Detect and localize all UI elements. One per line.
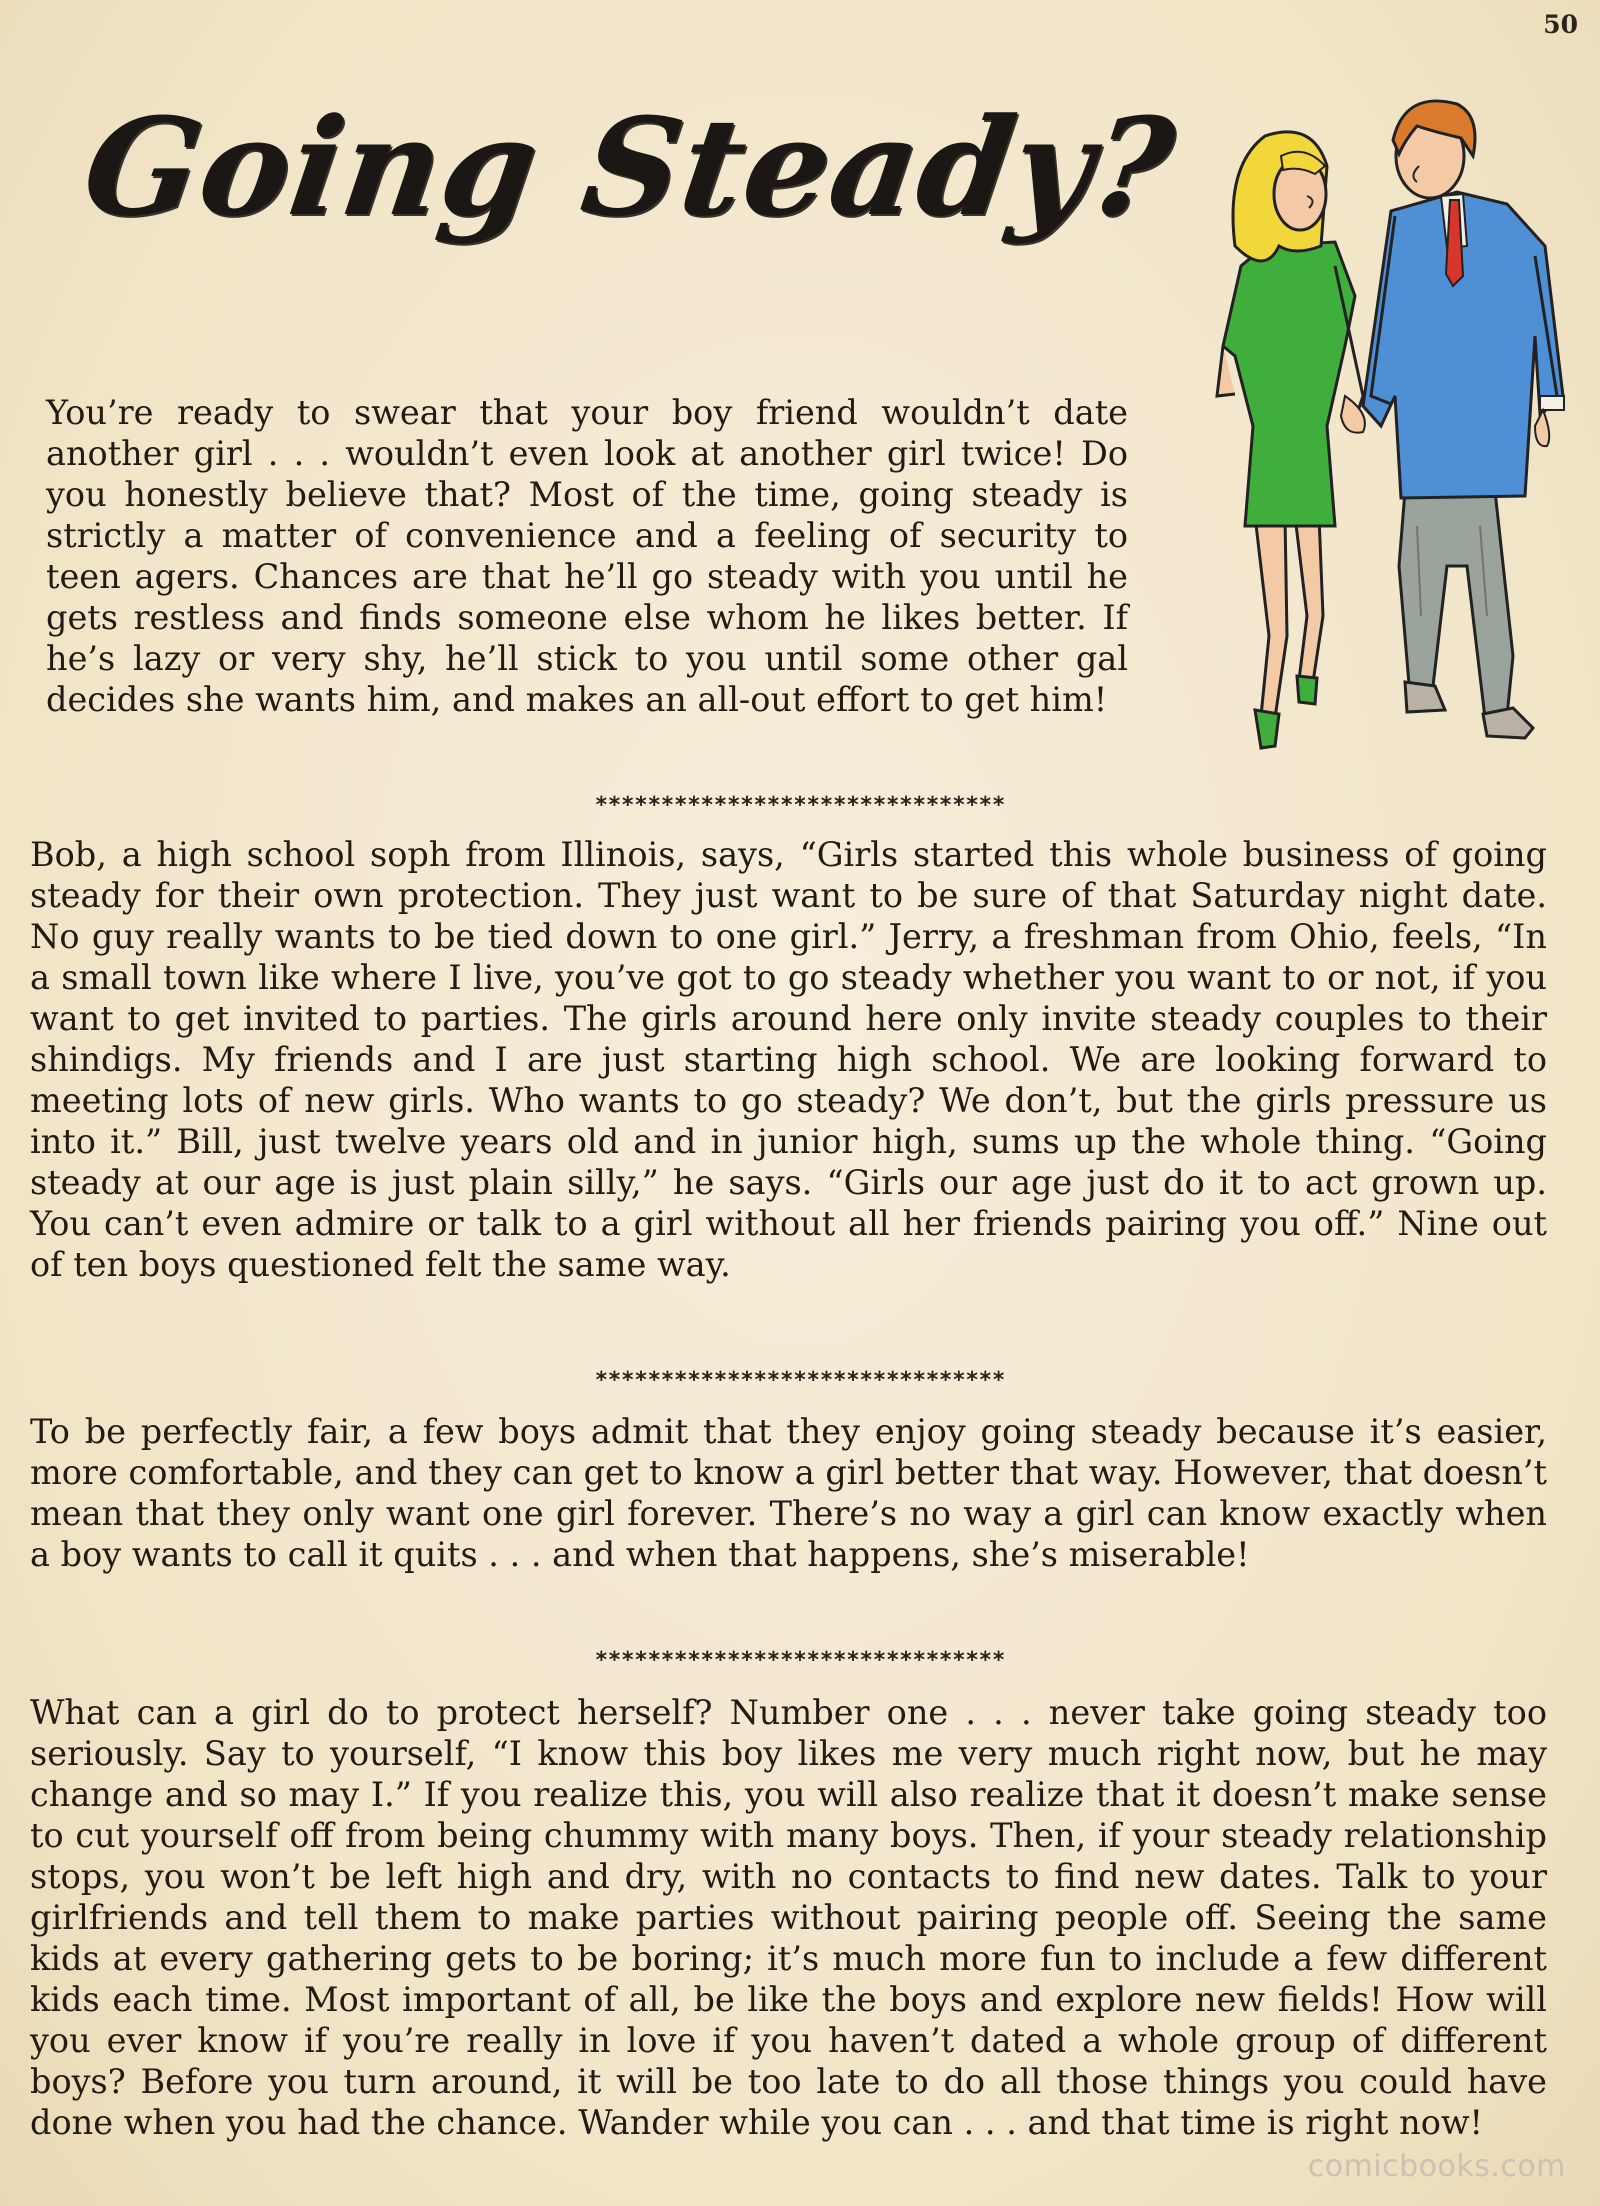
separator-stars-2: ******************************* — [594, 1368, 1006, 1393]
separator-stars-1: ******************************* — [594, 793, 1006, 818]
page-title: Going Steady? — [74, 88, 1184, 246]
separator-stars-3: ******************************* — [594, 1648, 1006, 1673]
boy-figure — [1363, 101, 1564, 738]
watermark: comicbooks.com — [1307, 2149, 1566, 2184]
paragraph-fairness: To be perfectly fair, a few boys admit that they enjoy going steady because it’s easier, more comfortable, and they can get to know a girl better that way. However, that doesn’t mean that they only want one girl forever. There’s no way a girl can know exactly when a boy wants to call it quits . . . and when that happens, she’s miserable! — [30, 1412, 1547, 1574]
page-number: 50 — [1543, 10, 1578, 39]
paragraph-intro: You’re ready to swear that your boy friend wouldn’t date another girl . . . wouldn’t even look at another girl twice! Do you honestly believe that? Most of the time, going steady is strictly a matter of convenience and a feeling of security to teen agers. Chances are that he’ll go steady with you until he gets restless and finds someone else whom he likes better. If he’s lazy or very shy, he’ll stick to you until some other gal decides she wants him, and makes an all-out effort to get him! — [46, 393, 1128, 719]
paragraph-boys-quotes: Bob, a high school soph from Illinois, says, “Girls started this whole business of going steady for their own protection. They just want to be sure of that Saturday night date. No guy really wants to be tied down to one girl.” Jerry, a freshman from Ohio, feels, “In a small town like where I live, you’ve got to go steady whether you want to or not, if you want to get invited to parties. The girls around here only invite steady couples to their shindigs. My friends and I are just starting high school. We are looking forward to meeting lots of new girls. Who wants to go steady? We don’t, but the girls pressure us into it.” Bill, just twelve years old and in junior high, sums up the whole thing. “Going steady at our age is just plain silly,” he says. “Girls our age just do it to act grown up. You can’t even admire or talk to a girl without all her friends pairing you off.” Nine out of ten boys questioned felt the same way. — [30, 835, 1547, 1284]
couple-walking-illustration — [1195, 96, 1575, 786]
paragraph-advice: What can a girl do to protect herself? Number one . . . never take going steady too seriously. Say to yourself, “I know this boy likes me very much right now, but he may change and so may I.” If you realize this, you will also realize that it doesn’t make sense to cut yourself off from being chummy with many boys. Then, if your steady relationship stops, you won’t be left high and dry, with no contacts to find new dates. Talk to your girlfriends and tell them to make parties without pairing people off. Seeing the same kids at every gathering gets to be boring; it’s much more fun to include a few different kids each time. Most important of all, be like the boys and explore new fields! How will you ever know if you’re really in love if you haven’t dated a whole group of different boys? Before you turn around, it will be too late to do all those things you could have done when you had the chance. Wander while you can . . . and that time is right now! — [30, 1693, 1547, 2142]
girl-figure — [1217, 132, 1365, 748]
